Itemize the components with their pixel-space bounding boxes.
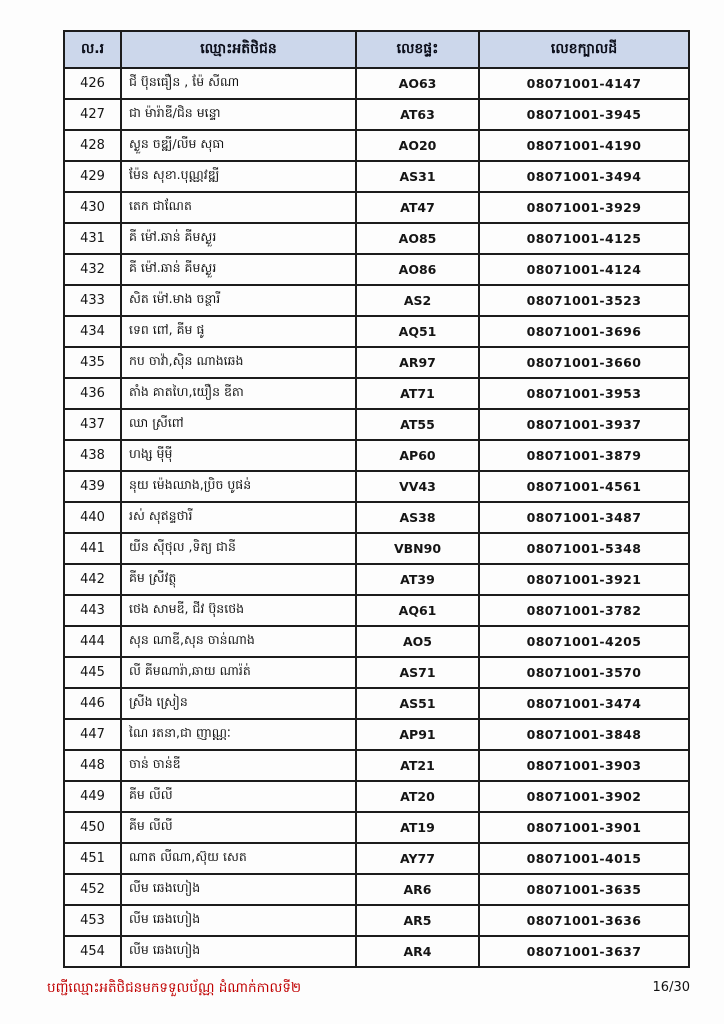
table-row: [64, 719, 689, 750]
table-row: [64, 905, 689, 936]
cell-no: 437: [64, 409, 121, 440]
cell-name: រស់ សុឥន្ទថារី: [121, 502, 356, 533]
cell-no: 426: [64, 68, 121, 99]
cell-land: 08071001-3494: [479, 161, 689, 192]
cell-no: 438: [64, 440, 121, 471]
cell-name: គី ម៉ៅ.ឆាន់ គីមស្ងួរ: [121, 223, 356, 254]
cell-no: 447: [64, 719, 121, 750]
cell-land: 08071001-3696: [479, 316, 689, 347]
table-row: [64, 688, 689, 719]
cell-land: 08071001-3945: [479, 99, 689, 130]
table-row: [64, 626, 689, 657]
cell-house: AS31: [356, 161, 479, 192]
cell-name: ណាត លីណា,ស៊ុយ សេត: [121, 843, 356, 874]
cell-land: 08071001-4561: [479, 471, 689, 502]
cell-name: ជា ម៉ារ៉ាឌី/ជិន មន្ទោ: [121, 99, 356, 130]
cell-land: 08071001-3937: [479, 409, 689, 440]
cell-house: VV43: [356, 471, 479, 502]
cell-house: AT39: [356, 564, 479, 595]
table-row: [64, 502, 689, 533]
table-row: [64, 130, 689, 161]
cell-name: នុយ ម៉េងឈាង,ប្រិច បូផន់: [121, 471, 356, 502]
cell-house: AP60: [356, 440, 479, 471]
cell-house: AT47: [356, 192, 479, 223]
cell-no: 451: [64, 843, 121, 874]
cell-land: 08071001-3921: [479, 564, 689, 595]
cell-land: 08071001-5348: [479, 533, 689, 564]
cell-name: ឈា ស្រីពៅ: [121, 409, 356, 440]
cell-land: 08071001-3848: [479, 719, 689, 750]
cell-land: 08071001-3637: [479, 936, 689, 967]
cell-no: 453: [64, 905, 121, 936]
cell-no: 436: [64, 378, 121, 409]
cell-name: គីម ស្រីវត្ថុ: [121, 564, 356, 595]
table-row: [64, 471, 689, 502]
cell-house: AT19: [356, 812, 479, 843]
cell-house: AS51: [356, 688, 479, 719]
table-row: [64, 874, 689, 905]
table-row: [64, 347, 689, 378]
table-row: [64, 657, 689, 688]
cell-house: AT21: [356, 750, 479, 781]
cell-house: AO20: [356, 130, 479, 161]
table-row: [64, 936, 689, 967]
cell-land: 08071001-3487: [479, 502, 689, 533]
cell-no: 440: [64, 502, 121, 533]
cell-house: AQ61: [356, 595, 479, 626]
cell-house: AR5: [356, 905, 479, 936]
cell-house: AR97: [356, 347, 479, 378]
cell-name: សិត ម៉ៅ.មាង ចន្ថារី: [121, 285, 356, 316]
cell-name: លីម ឆេងហៀង: [121, 905, 356, 936]
cell-name: ស្រីង ស្រៀន: [121, 688, 356, 719]
cell-land: 08071001-3953: [479, 378, 689, 409]
footer-note: បញ្ជីឈ្មោះអតិថិជនមកទទួលប័ណ្ណ ដំណាក់កាលទី២: [47, 980, 302, 996]
cell-land: 08071001-3570: [479, 657, 689, 688]
table-row: [64, 781, 689, 812]
cell-no: 430: [64, 192, 121, 223]
cell-name: កប ចាវ៉ា,ស៊ិន ណាងឆេង: [121, 347, 356, 378]
cell-house: AT20: [356, 781, 479, 812]
cell-name: សុន ណាឌី,សុន ចាន់ណាង: [121, 626, 356, 657]
cell-land: 08071001-4190: [479, 130, 689, 161]
table-row: [64, 285, 689, 316]
cell-land: 08071001-3474: [479, 688, 689, 719]
cell-house: AO5: [356, 626, 479, 657]
cell-land: 08071001-4205: [479, 626, 689, 657]
cell-house: AP91: [356, 719, 479, 750]
cell-name: ចាន់ ចាន់ឌី: [121, 750, 356, 781]
cell-no: 441: [64, 533, 121, 564]
cell-no: 431: [64, 223, 121, 254]
cell-land: 08071001-3635: [479, 874, 689, 905]
table-row: [64, 812, 689, 843]
table-row: [64, 750, 689, 781]
table-row: [64, 843, 689, 874]
cell-name: យីន ស៊ីថុល ,ទិត្យ ជានី: [121, 533, 356, 564]
cell-land: 08071001-4124: [479, 254, 689, 285]
table-row: [64, 192, 689, 223]
cell-no: 434: [64, 316, 121, 347]
table-row: [64, 161, 689, 192]
cell-no: 445: [64, 657, 121, 688]
cell-no: 450: [64, 812, 121, 843]
cell-house: AT63: [356, 99, 479, 130]
cell-house: AR6: [356, 874, 479, 905]
cell-land: 08071001-4015: [479, 843, 689, 874]
cell-name: គីម លីលី: [121, 781, 356, 812]
table-row: [64, 440, 689, 471]
cell-no: 429: [64, 161, 121, 192]
header-house-number: លេខផ្ទះ: [356, 31, 479, 68]
cell-land: 08071001-3660: [479, 347, 689, 378]
cell-house: AS71: [356, 657, 479, 688]
cell-no: 428: [64, 130, 121, 161]
cell-land: 08071001-4125: [479, 223, 689, 254]
header-land-parcel-number: លេខក្បាលដី: [479, 31, 689, 68]
cell-land: 08071001-3523: [479, 285, 689, 316]
cell-name: ទេព ពៅ, គីម ផូ: [121, 316, 356, 347]
cell-no: 427: [64, 99, 121, 130]
table-row: [64, 254, 689, 285]
cell-land: 08071001-3902: [479, 781, 689, 812]
cell-no: 444: [64, 626, 121, 657]
cell-no: 452: [64, 874, 121, 905]
table-body: [64, 68, 689, 967]
cell-house: AO85: [356, 223, 479, 254]
cell-name: ណៃ រតនា,ជា ញាណ្ណៈ: [121, 719, 356, 750]
cell-name: គី ម៉ៅ.ឆាន់ គីមស្ងួរ: [121, 254, 356, 285]
cell-name: លីម ឆេងហៀង: [121, 874, 356, 905]
table-row: [64, 316, 689, 347]
cell-land: 08071001-4147: [479, 68, 689, 99]
table-row: [64, 533, 689, 564]
table-header: [64, 31, 689, 68]
cell-name: តាំង គាតហៃ,យឿន ឌីតា: [121, 378, 356, 409]
header-row: [64, 31, 689, 68]
header-customer-name: ឈ្មោះអតិថិជន: [121, 31, 356, 68]
cell-house: VBN90: [356, 533, 479, 564]
cell-house: AS2: [356, 285, 479, 316]
table-row: [64, 378, 689, 409]
cell-land: 08071001-3903: [479, 750, 689, 781]
cell-no: 448: [64, 750, 121, 781]
cell-house: AO63: [356, 68, 479, 99]
cell-land: 08071001-3929: [479, 192, 689, 223]
table-row: [64, 223, 689, 254]
cell-house: AS38: [356, 502, 479, 533]
cell-name: គីម លីលី: [121, 812, 356, 843]
cell-no: 443: [64, 595, 121, 626]
cell-no: 435: [64, 347, 121, 378]
cell-name: លីម ឆេងហៀង: [121, 936, 356, 967]
table-row: [64, 99, 689, 130]
cell-name: ហង្ស មុីមុី: [121, 440, 356, 471]
page-number: 16/30: [652, 980, 690, 995]
cell-no: 432: [64, 254, 121, 285]
cell-house: AY77: [356, 843, 479, 874]
cell-house: AQ51: [356, 316, 479, 347]
cell-land: 08071001-3879: [479, 440, 689, 471]
cell-house: AR4: [356, 936, 479, 967]
cell-name: តេក ជាណែត: [121, 192, 356, 223]
cell-land: 08071001-3782: [479, 595, 689, 626]
cell-no: 446: [64, 688, 121, 719]
cell-name: ម៉ែន សុខា.បុណ្ណវឌ្ឍី: [121, 161, 356, 192]
cell-no: 439: [64, 471, 121, 502]
customer-roster-table: [63, 30, 690, 968]
cell-house: AO86: [356, 254, 479, 285]
table-row: [64, 564, 689, 595]
table-row: [64, 68, 689, 99]
table-row: [64, 595, 689, 626]
cell-no: 442: [64, 564, 121, 595]
cell-land: 08071001-3901: [479, 812, 689, 843]
cell-house: AT71: [356, 378, 479, 409]
table-row: [64, 409, 689, 440]
cell-no: 433: [64, 285, 121, 316]
cell-name: ថេង សាមឌី, ជីវ ប៊ុនថេង: [121, 595, 356, 626]
cell-name: ស្ងួន ចឌ្ឍី/លីម សុធា: [121, 130, 356, 161]
header-no: ល.រ: [64, 31, 121, 68]
cell-land: 08071001-3636: [479, 905, 689, 936]
cell-no: 454: [64, 936, 121, 967]
cell-name: លី គីមណារ៉ា,ឆាយ ណារ៉ត់: [121, 657, 356, 688]
cell-name: ជី ប៊ុនធឿន , ម៉ែ សីណា: [121, 68, 356, 99]
cell-no: 449: [64, 781, 121, 812]
cell-house: AT55: [356, 409, 479, 440]
